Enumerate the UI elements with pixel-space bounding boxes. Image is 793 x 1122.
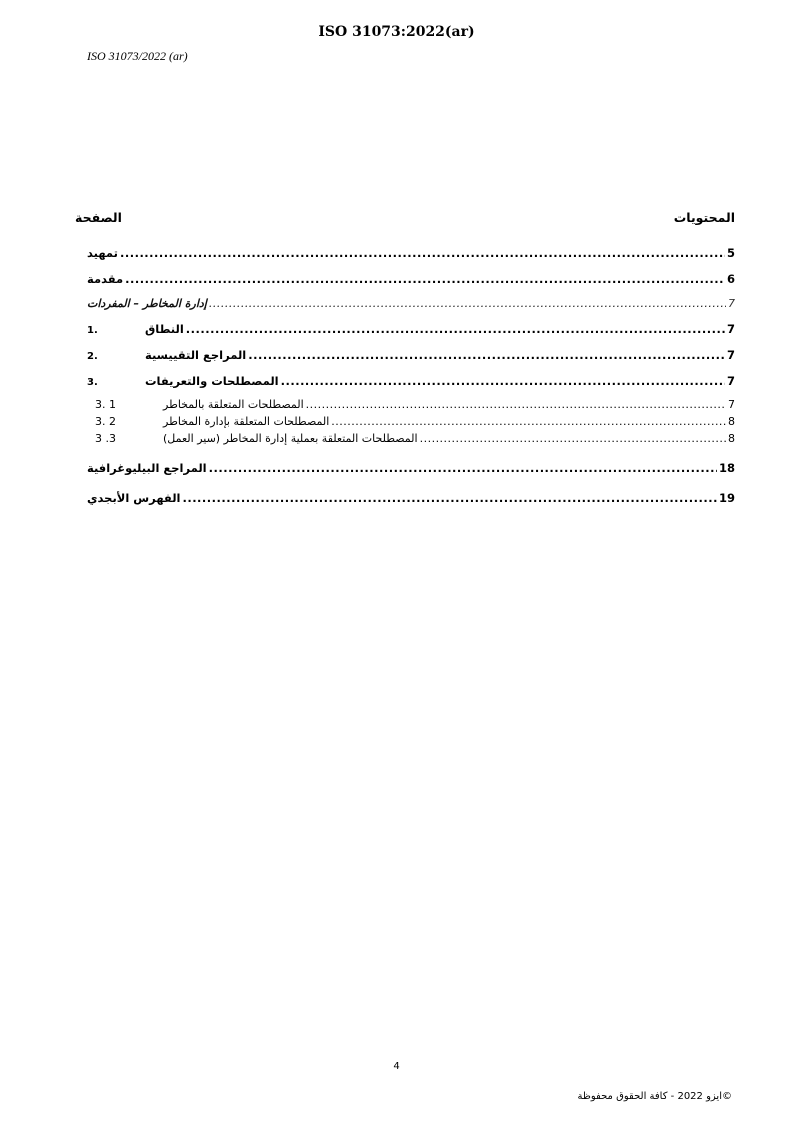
toc-header — [75, 200, 735, 234]
dot-leader — [209, 461, 717, 475]
dot-leader — [209, 297, 726, 310]
toc-entry-bibliography[interactable] — [87, 445, 735, 475]
toc-entry-normative-references[interactable] — [87, 336, 735, 362]
dot-leader — [186, 322, 725, 336]
toc-entry-number: 3. — [87, 377, 98, 388]
toc-entry-terms-risk-process[interactable] — [87, 428, 735, 445]
toc-entry-label: مقدمة — [87, 272, 124, 286]
dot-leader — [120, 246, 725, 260]
dot-leader — [125, 272, 725, 286]
toc-entry-number: 3. 1 — [95, 398, 116, 411]
dot-leader — [306, 398, 726, 411]
dot-leader — [420, 432, 726, 445]
dot-leader — [281, 374, 725, 388]
toc-entry-page: 7 — [726, 374, 735, 388]
toc-entry-terms-risk-management[interactable] — [87, 411, 735, 428]
toc-entry-label: المراجع التقييسية — [145, 348, 247, 362]
toc-entry-label: تمهيد — [87, 246, 118, 260]
toc-entry-foreword[interactable] — [87, 234, 735, 260]
toc-entry-introduction[interactable] — [87, 260, 735, 286]
toc-entry-label: المصطلحات والتعريفات — [145, 374, 279, 388]
dot-leader — [248, 348, 725, 362]
dot-leader — [182, 491, 717, 505]
table-of-contents — [75, 200, 735, 505]
toc-entry-title[interactable] — [87, 286, 735, 310]
copyright-notice: ©ايزو 2022 - كافة الحقوق محفوظة — [577, 1091, 732, 1102]
toc-entry-page: 19 — [718, 491, 735, 505]
toc-entry-number: 2. — [87, 351, 98, 362]
toc-entry-page: 7 — [726, 322, 735, 336]
toc-entry-page: 7 — [726, 348, 735, 362]
toc-heading: المحتويات — [673, 210, 735, 225]
toc-entry-page: 8 — [728, 432, 735, 445]
toc-entry-terms-risk[interactable] — [87, 394, 735, 411]
toc-entry-label: المصطلحات المتعلقة بالمخاطر — [163, 398, 304, 411]
standard-reference: ISO 31073/2022 (ar) — [87, 49, 188, 63]
toc-entry-page: 8 — [728, 415, 735, 428]
toc-entry-label: الفهرس الأبجدي — [87, 491, 181, 505]
toc-entry-page: 6 — [726, 272, 735, 286]
toc-entry-label: المصطلحات المتعلقة بإدارة المخاطر — [163, 415, 330, 428]
toc-entry-page: 18 — [718, 461, 735, 475]
toc-entry-page: 7 — [728, 398, 735, 411]
toc-entry-page: 5 — [726, 246, 735, 260]
toc-entry-scope[interactable] — [87, 310, 735, 336]
toc-entry-terms-definitions[interactable] — [87, 362, 735, 388]
toc-entry-label: النطاق — [145, 322, 184, 336]
toc-entry-label: المصطلحات المتعلقة بعملية إدارة المخاطر (سير العمل) — [163, 432, 418, 445]
toc-entry-page: 7 — [728, 297, 735, 310]
toc-entry-number: 1. — [87, 325, 98, 336]
toc-entry-number: 3. 2 — [95, 415, 116, 428]
toc-entry-label: المراجع البيليوغرافية — [87, 461, 207, 475]
document-title: ISO 31073:2022(ar) — [318, 24, 475, 40]
toc-entry-alphabetical-index[interactable] — [87, 475, 735, 505]
toc-entry-label: إدارة المخاطر – المفردات — [87, 297, 207, 310]
page-number: 4 — [393, 1061, 400, 1072]
dot-leader — [331, 415, 726, 428]
page-column-heading: الصفحة — [75, 210, 122, 225]
toc-entry-number: 3 .3 — [95, 432, 116, 445]
